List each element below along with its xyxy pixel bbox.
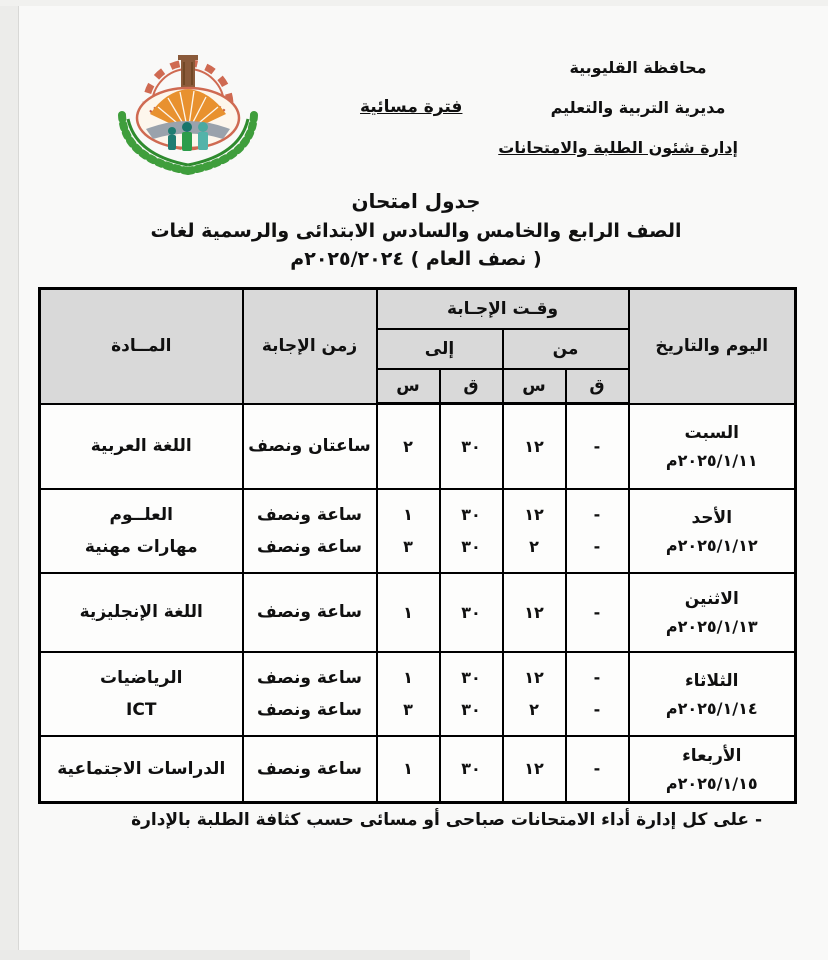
table-row-saturday <box>40 404 796 489</box>
to-hours-cell: ١ ٣ <box>377 652 440 736</box>
from-hours-cell: ١٢ ٢ <box>503 652 566 736</box>
from-hours-cell: ١٢ <box>503 404 566 489</box>
scan-bottom-margin <box>0 950 470 960</box>
duration-cell: ساعة ونصف ساعة ونصف <box>243 489 377 573</box>
to-hours-cell: ٢ <box>377 404 440 489</box>
header-from-hours: س <box>503 369 566 404</box>
from-minutes-cell: - <box>566 404 629 489</box>
from-hours-cell: ١٢ <box>503 573 566 652</box>
day-cell: السبت ٢٠٢٥/١/١١م <box>629 404 796 489</box>
duration-cell: ساعة ونصف <box>243 736 377 803</box>
to-minutes-cell: ٣٠ ٣٠ <box>440 489 503 573</box>
from-hours-cell: ١٢ ٢ <box>503 489 566 573</box>
subject-cell: اللغة الإنجليزية <box>40 573 243 652</box>
ministry-education-logo-icon <box>106 55 270 183</box>
header-duration: زمن الإجابة <box>243 289 377 404</box>
footer-note: - على كل إدارة أداء الامتحانات صباحى أو مسائى حسب كثافة الطلبة بالإدارة <box>131 810 762 830</box>
subject-cell: اللغة العربية <box>40 404 243 489</box>
exam-schedule-table <box>38 287 797 804</box>
header-from: من <box>503 329 629 369</box>
scan-left-margin <box>0 0 19 960</box>
header-from-minutes: ق <box>566 369 629 404</box>
to-minutes-cell: ٣٠ <box>440 404 503 489</box>
header-to-hours: س <box>377 369 440 404</box>
duration-cell: ساعتان ونصف <box>243 404 377 489</box>
table-row-monday <box>40 573 796 652</box>
title-line-2: الصف الرابع والخامس والسادس الابتدائى والرسمية لغات <box>150 220 682 242</box>
table-row-tuesday <box>40 652 796 736</box>
from-hours-cell: ١٢ <box>503 736 566 803</box>
header-day: اليوم والتاريخ <box>629 289 796 404</box>
administration-name: إدارة شئون الطلبة والامتحانات <box>498 138 738 157</box>
subject-cell: الرياضيات ICT <box>40 652 243 736</box>
header-to: إلى <box>377 329 503 369</box>
to-hours-cell: ١ ٣ <box>377 489 440 573</box>
period-label: فترة مسائية <box>360 97 463 117</box>
from-minutes-cell: - <box>566 573 629 652</box>
from-minutes-cell: - <box>566 736 629 803</box>
day-cell: الاثنين ٢٠٢٥/١/١٣م <box>629 573 796 652</box>
to-hours-cell: ١ <box>377 573 440 652</box>
day-cell: الأحد ٢٠٢٥/١/١٢م <box>629 489 796 573</box>
org-header <box>498 48 738 168</box>
title-line-1: جدول امتحان <box>351 189 481 213</box>
subject-cell: العلــوم مهارات مهنية <box>40 489 243 573</box>
to-hours-cell: ١ <box>377 736 440 803</box>
document-title <box>38 189 794 270</box>
from-minutes-cell: - - <box>566 489 629 573</box>
duration-cell: ساعة ونصف <box>243 573 377 652</box>
header-answer-time: وقـت الإجـابة <box>377 289 629 329</box>
from-minutes-cell: - - <box>566 652 629 736</box>
duration-cell: ساعة ونصف ساعة ونصف <box>243 652 377 736</box>
to-minutes-cell: ٣٠ <box>440 736 503 803</box>
to-minutes-cell: ٣٠ <box>440 573 503 652</box>
directorate-name: مديرية التربية والتعليم <box>550 98 726 117</box>
scan-top-margin <box>0 0 828 6</box>
header-to-minutes: ق <box>440 369 503 404</box>
to-minutes-cell: ٣٠ ٣٠ <box>440 652 503 736</box>
governorate-name: محافظة القليوبية <box>569 58 707 77</box>
header-subject: المــادة <box>40 289 243 404</box>
day-cell: الثلاثاء ٢٠٢٥/١/١٤م <box>629 652 796 736</box>
table-row-sunday <box>40 489 796 573</box>
table-row-wednesday <box>40 736 796 803</box>
day-cell: الأربعاء ٢٠٢٥/١/١٥م <box>629 736 796 803</box>
subject-cell: الدراسات الاجتماعية <box>40 736 243 803</box>
title-line-3: ( نصف العام ) ٢٠٢٥/٢٠٢٤م <box>290 248 542 270</box>
